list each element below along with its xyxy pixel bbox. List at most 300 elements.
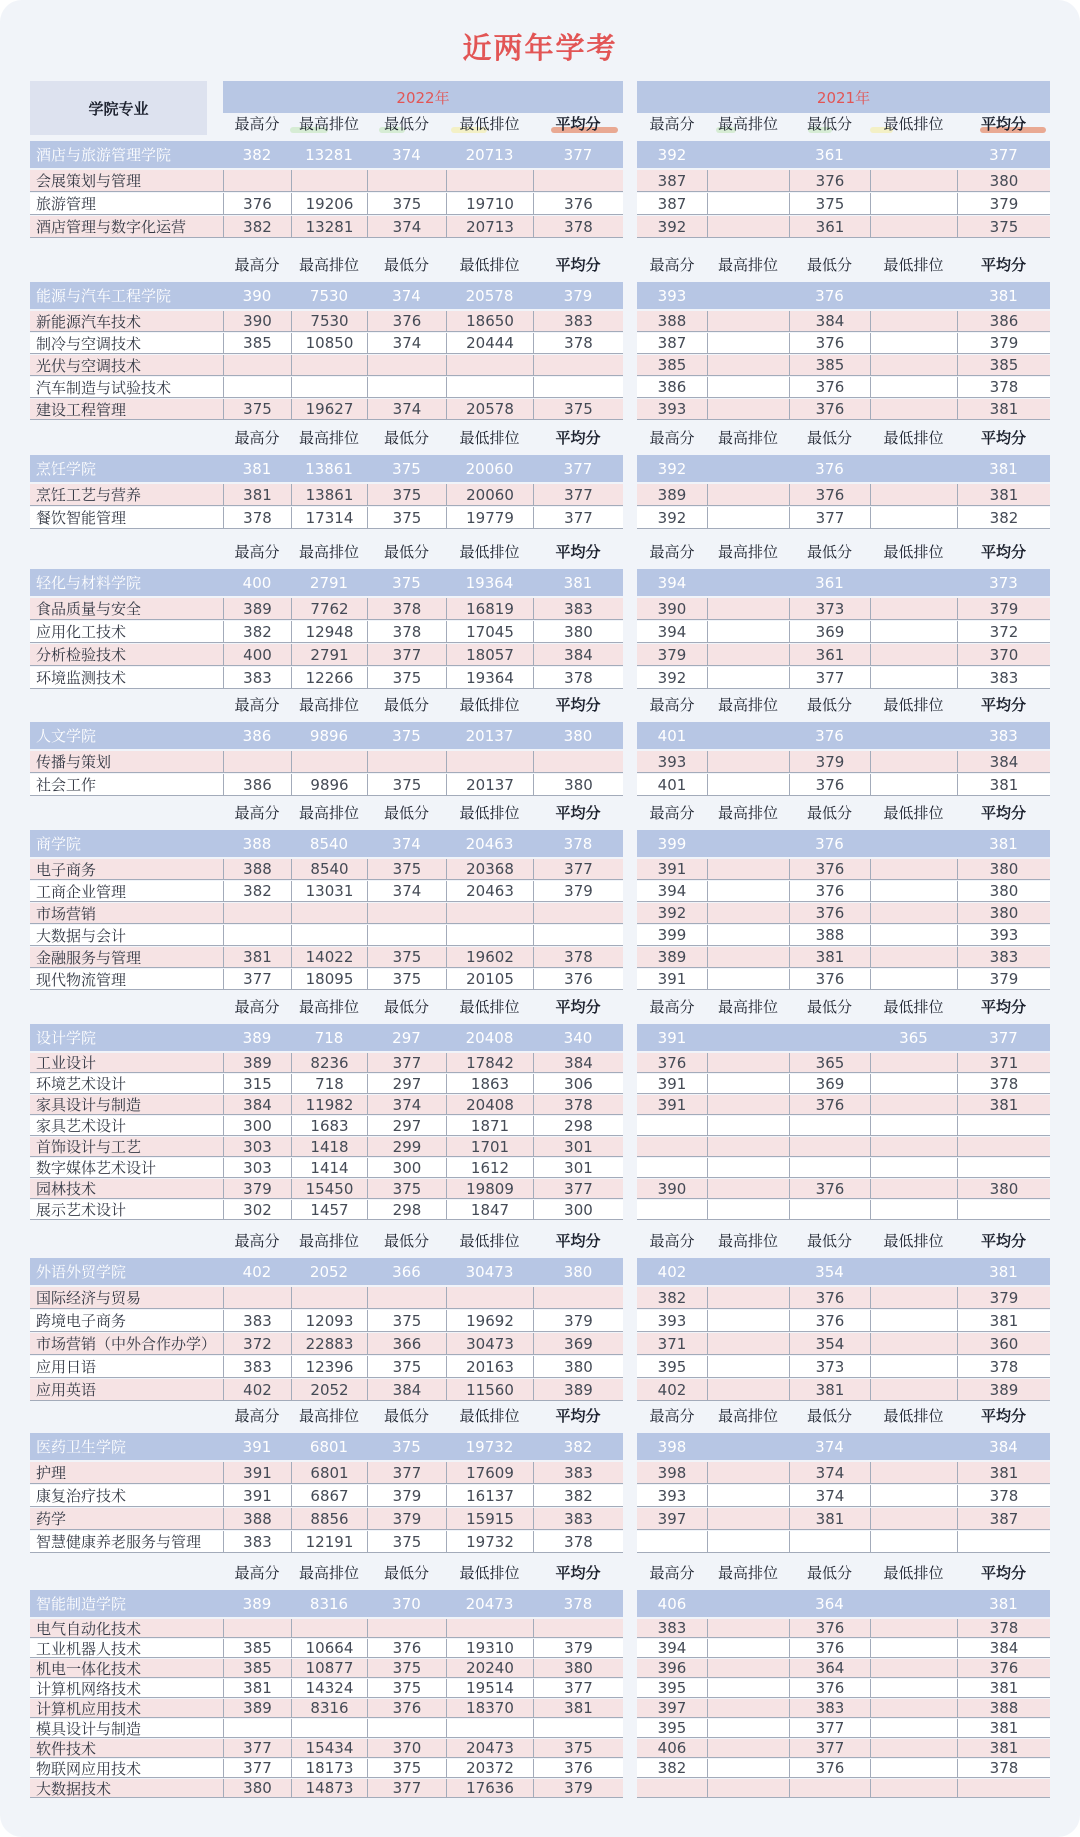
score-cell-2022: 718 bbox=[314, 1028, 344, 1047]
major-name: 市场营销（中外合作办学） bbox=[36, 1335, 217, 1353]
score-cell-2022: 6801 bbox=[291, 1462, 367, 1483]
college-row bbox=[637, 1024, 1050, 1051]
major-name: 家具设计与制造 bbox=[36, 1096, 142, 1114]
major-row bbox=[637, 1179, 1050, 1199]
score-cell-2022: 381 bbox=[223, 947, 291, 967]
score-cell-2022: 20444 bbox=[446, 333, 533, 353]
score-cell-2021 bbox=[707, 333, 789, 353]
score-cell-2022 bbox=[533, 355, 623, 375]
column-header-2022: 最低分 bbox=[383, 804, 429, 822]
score-cell-2021: 383 bbox=[957, 947, 1050, 967]
score-cell-2021: 382 bbox=[657, 1759, 687, 1777]
score-cell-2021: 393 bbox=[657, 400, 687, 418]
score-cell-2022 bbox=[446, 1619, 533, 1637]
score-cell-2021 bbox=[707, 1200, 789, 1219]
major-name: 分析检验技术 bbox=[36, 646, 127, 664]
major-name: 环境艺术设计 bbox=[36, 1075, 127, 1093]
score-cell-2022: 377 bbox=[223, 1759, 291, 1777]
score-cell-2022: 718 bbox=[291, 1074, 367, 1093]
score-cell-2021: 365 bbox=[899, 1028, 928, 1047]
score-cell-2021 bbox=[707, 1659, 789, 1677]
column-header-2021: 最高分 bbox=[649, 256, 695, 274]
score-cell-2021: 381 bbox=[989, 834, 1018, 853]
major-row bbox=[30, 170, 623, 192]
score-cell-2022: 389 bbox=[223, 1699, 291, 1717]
score-cell-2022: 298 bbox=[533, 1116, 623, 1135]
score-cell-2022: 391 bbox=[242, 1437, 272, 1456]
score-cell-2022: 390 bbox=[242, 286, 272, 305]
score-cell-2021 bbox=[870, 1699, 957, 1717]
score-cell-2022: 383 bbox=[533, 311, 623, 331]
year-2021-header: 2021年 bbox=[637, 81, 1050, 113]
score-cell-2021: 376 bbox=[815, 459, 844, 478]
college-row bbox=[637, 830, 1050, 857]
score-cell-2021 bbox=[789, 1116, 870, 1135]
score-cell-2021: 376 bbox=[957, 1659, 1050, 1677]
score-cell-2021: 397 bbox=[657, 1509, 687, 1528]
score-cell-2021: 387 bbox=[657, 334, 687, 352]
score-cell-2022: 300 bbox=[367, 1158, 446, 1177]
major-row bbox=[30, 1137, 623, 1157]
major-row bbox=[637, 667, 1050, 689]
score-cell-2021: 406 bbox=[657, 1739, 687, 1757]
score-cell-2021: 398 bbox=[657, 1463, 687, 1482]
column-header-2021: 平均分 bbox=[980, 1407, 1026, 1425]
column-header-2021: 最高分 bbox=[649, 804, 695, 822]
major-row bbox=[637, 1158, 1050, 1178]
major-row bbox=[637, 193, 1050, 215]
score-cell-2022: 386 bbox=[242, 726, 272, 745]
college-name: 智能制造学院 bbox=[36, 1595, 127, 1613]
score-cell-2021: 385 bbox=[957, 355, 1050, 375]
college-row bbox=[637, 1258, 1050, 1285]
score-cell-2022: 377 bbox=[367, 1779, 446, 1797]
score-cell-2021: 361 bbox=[789, 644, 870, 665]
column-header-2021: 最高排位 bbox=[717, 998, 778, 1016]
column-header-2021: 最高排位 bbox=[717, 429, 778, 447]
score-cell-2022: 375 bbox=[367, 1310, 446, 1331]
column-header-2022: 最高排位 bbox=[298, 804, 359, 822]
score-cell-2021: 382 bbox=[957, 507, 1050, 528]
score-cell-2022 bbox=[446, 170, 533, 191]
score-cell-2021 bbox=[707, 1719, 789, 1737]
column-header-2022: 最低分 bbox=[383, 998, 429, 1016]
score-cell-2022: 1701 bbox=[446, 1137, 533, 1156]
major-row bbox=[637, 1779, 1050, 1798]
score-cell-2022: 16137 bbox=[446, 1485, 533, 1506]
score-cell-2022: 383 bbox=[223, 1531, 291, 1552]
score-cell-2022: 379 bbox=[563, 286, 593, 305]
score-cell-2022: 20408 bbox=[446, 1095, 533, 1114]
score-cell-2021 bbox=[957, 1779, 1050, 1797]
major-name: 餐饮智能管理 bbox=[36, 509, 127, 527]
score-cell-2021 bbox=[957, 1116, 1050, 1135]
score-cell-2022: 19364 bbox=[465, 573, 514, 592]
score-cell-2022: 381 bbox=[242, 459, 272, 478]
major-row bbox=[30, 1619, 623, 1638]
score-cell-2022: 379 bbox=[367, 1485, 446, 1506]
score-cell-2021 bbox=[789, 1137, 870, 1156]
column-header-2022: 最低分 bbox=[383, 1564, 429, 1582]
column-header-2022: 最高排位 bbox=[298, 1232, 359, 1250]
score-cell-2022: 380 bbox=[223, 1779, 291, 1797]
score-cell-2021 bbox=[870, 1158, 957, 1177]
score-cell-2021: 379 bbox=[957, 193, 1050, 214]
score-cell-2022 bbox=[223, 1287, 291, 1308]
score-cell-2021 bbox=[707, 774, 789, 795]
score-cell-2021 bbox=[870, 1333, 957, 1354]
score-cell-2022: 306 bbox=[533, 1074, 623, 1093]
column-header-2021: 最低分 bbox=[806, 696, 852, 714]
score-cell-2022: 19364 bbox=[446, 667, 533, 688]
major-row bbox=[637, 1739, 1050, 1758]
score-cell-2021: 387 bbox=[957, 1508, 1050, 1529]
score-cell-2021: 391 bbox=[657, 1074, 687, 1093]
score-cell-2021 bbox=[707, 1379, 789, 1400]
score-cell-2021 bbox=[707, 1739, 789, 1757]
score-cell-2022 bbox=[367, 1287, 446, 1308]
score-cell-2021 bbox=[707, 141, 789, 168]
college-row bbox=[30, 1433, 623, 1460]
major-name: 计算机网络技术 bbox=[36, 1679, 142, 1697]
score-cell-2022: 374 bbox=[392, 286, 421, 305]
score-cell-2021 bbox=[637, 1116, 707, 1135]
column-header-2022: 最低排位 bbox=[459, 115, 520, 133]
score-cell-2022 bbox=[533, 1719, 623, 1737]
column-header-2021: 最低排位 bbox=[883, 1232, 944, 1250]
score-cell-2021: 376 bbox=[789, 1310, 870, 1331]
column-header-2021: 最低分 bbox=[806, 998, 852, 1016]
score-cell-2021: 401 bbox=[657, 775, 687, 794]
score-cell-2022: 14022 bbox=[291, 947, 367, 967]
score-cell-2022: 374 bbox=[392, 145, 421, 164]
major-row bbox=[30, 751, 623, 773]
score-cell-2021 bbox=[789, 1531, 870, 1552]
major-name: 金融服务与管理 bbox=[36, 948, 142, 967]
score-cell-2022: 375 bbox=[392, 726, 421, 745]
score-cell-2022: 378 bbox=[533, 947, 623, 967]
major-row bbox=[637, 1074, 1050, 1094]
score-cell-2022: 13861 bbox=[291, 484, 367, 505]
major-row bbox=[637, 774, 1050, 796]
score-cell-2022: 380 bbox=[533, 774, 623, 795]
score-cell-2021: 379 bbox=[789, 751, 870, 772]
score-cell-2022: 299 bbox=[367, 1137, 446, 1156]
major-name: 新能源汽车技术 bbox=[36, 312, 142, 331]
score-cell-2021 bbox=[870, 569, 957, 596]
major-row bbox=[637, 969, 1050, 990]
major-name: 智慧健康养老服务与管理 bbox=[36, 1533, 202, 1551]
score-cell-2022: 13031 bbox=[291, 881, 367, 901]
major-name: 应用日语 bbox=[36, 1358, 97, 1376]
major-row bbox=[30, 881, 623, 902]
score-cell-2022: 384 bbox=[223, 1095, 291, 1114]
score-cell-2022 bbox=[367, 170, 446, 191]
score-cell-2021: 376 bbox=[789, 1679, 870, 1697]
major-row bbox=[30, 216, 623, 238]
score-cell-2021 bbox=[870, 903, 957, 923]
score-cell-2022: 1871 bbox=[446, 1116, 533, 1135]
score-cell-2022: 400 bbox=[223, 644, 291, 665]
score-cell-2022: 382 bbox=[563, 1437, 593, 1456]
score-cell-2022: 374 bbox=[392, 834, 421, 853]
score-cell-2021: 376 bbox=[789, 774, 870, 795]
score-cell-2022: 22883 bbox=[291, 1333, 367, 1354]
major-row bbox=[30, 1679, 623, 1698]
major-row bbox=[30, 1356, 623, 1378]
score-cell-2022: 380 bbox=[563, 1262, 593, 1281]
score-cell-2022: 297 bbox=[392, 1028, 421, 1047]
college-row bbox=[30, 282, 623, 309]
major-name: 电子商务 bbox=[36, 860, 97, 879]
score-cell-2022: 19627 bbox=[291, 399, 367, 419]
score-cell-2021 bbox=[707, 1679, 789, 1697]
score-cell-2021 bbox=[707, 667, 789, 688]
score-cell-2021 bbox=[707, 598, 789, 619]
college-row bbox=[637, 569, 1050, 596]
score-cell-2021: 394 bbox=[657, 622, 687, 641]
score-cell-2021 bbox=[870, 644, 957, 665]
major-row bbox=[637, 1379, 1050, 1401]
score-cell-2021: 391 bbox=[657, 1095, 687, 1114]
score-cell-2022 bbox=[223, 377, 291, 397]
score-cell-2022: 381 bbox=[223, 484, 291, 505]
score-cell-2022: 18370 bbox=[446, 1699, 533, 1717]
score-cell-2021: 392 bbox=[657, 668, 687, 687]
score-cell-2022: 375 bbox=[367, 1659, 446, 1677]
score-cell-2021: 376 bbox=[789, 1179, 870, 1198]
score-cell-2022: 12266 bbox=[291, 667, 367, 688]
score-cell-2021: 376 bbox=[789, 903, 870, 923]
score-cell-2021 bbox=[707, 621, 789, 642]
column-header-2022: 最高分 bbox=[234, 256, 280, 274]
score-cell-2021: 371 bbox=[657, 1334, 687, 1353]
score-cell-2022: 377 bbox=[367, 1462, 446, 1483]
score-cell-2022: 378 bbox=[533, 1095, 623, 1114]
major-name: 数字媒体艺术设计 bbox=[36, 1159, 157, 1177]
major-name: 旅游管理 bbox=[36, 195, 97, 213]
column-header-2021: 平均分 bbox=[980, 543, 1026, 561]
score-cell-2021: 388 bbox=[957, 1699, 1050, 1717]
major-row bbox=[637, 1759, 1050, 1778]
major-row bbox=[30, 667, 623, 689]
score-cell-2021: 381 bbox=[789, 1379, 870, 1400]
score-cell-2022: 391 bbox=[223, 1462, 291, 1483]
score-cell-2021: 398 bbox=[657, 1437, 687, 1456]
score-cell-2021 bbox=[870, 507, 957, 528]
score-cell-2021 bbox=[707, 644, 789, 665]
major-name: 护理 bbox=[36, 1464, 67, 1482]
score-cell-2021 bbox=[870, 1759, 957, 1777]
score-cell-2022: 315 bbox=[223, 1074, 291, 1093]
score-cell-2021: 380 bbox=[957, 1179, 1050, 1198]
major-row bbox=[637, 925, 1050, 946]
score-cell-2022: 374 bbox=[367, 333, 446, 353]
score-cell-2021: 365 bbox=[789, 1053, 870, 1072]
score-cell-2022: 402 bbox=[242, 1262, 272, 1281]
score-cell-2021: 383 bbox=[989, 726, 1018, 745]
score-cell-2022: 17609 bbox=[446, 1462, 533, 1483]
score-cell-2021: 383 bbox=[957, 667, 1050, 688]
score-cell-2022: 300 bbox=[533, 1200, 623, 1219]
score-cell-2022: 17842 bbox=[446, 1053, 533, 1072]
major-row bbox=[30, 1179, 623, 1199]
score-cell-2022: 1847 bbox=[446, 1200, 533, 1219]
college-row bbox=[637, 282, 1050, 309]
score-cell-2021 bbox=[957, 1158, 1050, 1177]
score-cell-2021: 391 bbox=[657, 970, 687, 988]
major-row bbox=[637, 1137, 1050, 1157]
score-cell-2021 bbox=[637, 1200, 707, 1219]
score-cell-2021 bbox=[707, 1116, 789, 1135]
major-row bbox=[637, 1639, 1050, 1658]
score-cell-2022 bbox=[367, 925, 446, 945]
score-cell-2021: 385 bbox=[789, 355, 870, 375]
score-cell-2022: 17045 bbox=[446, 621, 533, 642]
major-row bbox=[30, 1333, 623, 1355]
score-cell-2022 bbox=[446, 377, 533, 397]
major-row bbox=[30, 1462, 623, 1484]
score-cell-2021 bbox=[870, 399, 957, 419]
score-cell-2022 bbox=[367, 1619, 446, 1637]
score-cell-2022: 376 bbox=[367, 1639, 446, 1657]
score-cell-2022: 9896 bbox=[309, 726, 349, 745]
score-cell-2021: 376 bbox=[789, 1287, 870, 1308]
major-row bbox=[637, 1679, 1050, 1698]
score-cell-2021 bbox=[870, 947, 957, 967]
score-cell-2021: 392 bbox=[657, 217, 687, 236]
column-header-2022: 最低排位 bbox=[459, 1564, 520, 1582]
score-cell-2022: 20463 bbox=[446, 881, 533, 901]
score-cell-2022: 376 bbox=[533, 969, 623, 989]
score-cell-2021: 376 bbox=[789, 859, 870, 879]
score-cell-2021 bbox=[707, 1095, 789, 1114]
college-row bbox=[30, 1258, 623, 1285]
college-row bbox=[637, 455, 1050, 482]
score-cell-2022: 12396 bbox=[291, 1356, 367, 1377]
score-cell-2022: 379 bbox=[533, 1639, 623, 1657]
score-cell-2022: 30473 bbox=[446, 1333, 533, 1354]
score-cell-2022: 15915 bbox=[446, 1508, 533, 1529]
score-cell-2022: 381 bbox=[563, 573, 593, 592]
score-cell-2022: 15434 bbox=[291, 1739, 367, 1757]
score-cell-2022: 382 bbox=[242, 145, 272, 164]
score-cell-2021: 379 bbox=[657, 645, 687, 664]
major-row bbox=[30, 1699, 623, 1718]
score-cell-2021: 381 bbox=[957, 399, 1050, 419]
score-cell-2022: 378 bbox=[533, 1531, 623, 1552]
score-cell-2022: 379 bbox=[533, 1779, 623, 1797]
score-cell-2021 bbox=[957, 1200, 1050, 1219]
score-cell-2021: 376 bbox=[789, 969, 870, 989]
major-name: 工商企业管理 bbox=[36, 882, 127, 901]
score-cell-2021 bbox=[870, 311, 957, 331]
column-header-2021: 最高分 bbox=[649, 1232, 695, 1250]
score-cell-2021 bbox=[870, 1310, 957, 1331]
score-cell-2022: 375 bbox=[392, 1437, 421, 1456]
score-cell-2021: 376 bbox=[815, 726, 844, 745]
score-cell-2021: 393 bbox=[957, 925, 1050, 945]
major-row bbox=[30, 1074, 623, 1094]
college-name: 能源与汽车工程学院 bbox=[36, 287, 172, 305]
column-header-2021: 最低排位 bbox=[883, 696, 944, 714]
score-cell-2021 bbox=[707, 1356, 789, 1377]
column-header-2022: 最高分 bbox=[234, 696, 280, 714]
score-cell-2022: 382 bbox=[533, 1485, 623, 1506]
score-cell-2022: 10664 bbox=[291, 1639, 367, 1657]
score-cell-2021 bbox=[870, 1619, 957, 1637]
score-cell-2022: 380 bbox=[533, 1659, 623, 1677]
college-name: 商学院 bbox=[36, 835, 82, 853]
column-header-2022: 最高分 bbox=[234, 1564, 280, 1582]
major-name: 计算机应用技术 bbox=[36, 1699, 142, 1717]
major-name: 国际经济与贸易 bbox=[36, 1289, 142, 1307]
score-cell-2021 bbox=[707, 1508, 789, 1529]
score-cell-2021: 394 bbox=[657, 573, 687, 592]
score-cell-2021 bbox=[707, 1053, 789, 1072]
major-row bbox=[30, 1508, 623, 1530]
score-cell-2022 bbox=[223, 903, 291, 923]
score-cell-2022: 384 bbox=[533, 644, 623, 665]
score-cell-2022: 297 bbox=[367, 1074, 446, 1093]
score-cell-2022: 377 bbox=[533, 859, 623, 879]
college-row bbox=[30, 569, 623, 596]
column-header-2021: 最高分 bbox=[649, 998, 695, 1016]
score-cell-2021 bbox=[870, 925, 957, 945]
score-cell-2021: 379 bbox=[957, 969, 1050, 989]
score-cell-2022: 20372 bbox=[446, 1759, 533, 1777]
score-cell-2021: 381 bbox=[957, 1095, 1050, 1114]
major-name: 工业机器人技术 bbox=[36, 1639, 142, 1657]
score-cell-2022: 10850 bbox=[291, 333, 367, 353]
score-cell-2021: 383 bbox=[657, 1619, 687, 1637]
score-cell-2022 bbox=[291, 377, 367, 397]
score-cell-2021 bbox=[707, 1074, 789, 1093]
column-header-2022: 最高分 bbox=[234, 804, 280, 822]
column-header-2022: 平均分 bbox=[555, 115, 601, 133]
column-header-2021: 最低排位 bbox=[883, 543, 944, 561]
score-cell-2022: 375 bbox=[392, 573, 421, 592]
major-row bbox=[637, 1053, 1050, 1073]
column-header-2022: 最高分 bbox=[234, 998, 280, 1016]
major-row bbox=[637, 1531, 1050, 1553]
score-cell-2021 bbox=[870, 774, 957, 795]
score-cell-2022: 379 bbox=[367, 1508, 446, 1529]
score-cell-2021 bbox=[707, 1485, 789, 1506]
column-header-2021: 平均分 bbox=[980, 804, 1026, 822]
score-cell-2021: 381 bbox=[789, 1508, 870, 1529]
college-name: 医药卫生学院 bbox=[36, 1438, 127, 1456]
score-cell-2022: 20060 bbox=[446, 484, 533, 505]
major-row bbox=[30, 1310, 623, 1332]
score-cell-2022: 303 bbox=[223, 1158, 291, 1177]
score-cell-2022: 375 bbox=[367, 1759, 446, 1777]
major-row bbox=[30, 1158, 623, 1178]
major-name: 社会工作 bbox=[36, 776, 97, 794]
score-cell-2021 bbox=[870, 1779, 957, 1797]
college-row bbox=[637, 141, 1050, 168]
score-cell-2022: 374 bbox=[367, 881, 446, 901]
score-cell-2021: 380 bbox=[957, 903, 1050, 923]
score-cell-2022: 382 bbox=[223, 216, 291, 237]
score-cell-2022 bbox=[446, 903, 533, 923]
score-cell-2022: 377 bbox=[533, 1679, 623, 1697]
score-cell-2022: 18650 bbox=[446, 311, 533, 331]
score-cell-2021: 374 bbox=[789, 1485, 870, 1506]
score-cell-2021 bbox=[870, 598, 957, 619]
score-cell-2021 bbox=[789, 1158, 870, 1177]
score-cell-2022: 18057 bbox=[446, 644, 533, 665]
